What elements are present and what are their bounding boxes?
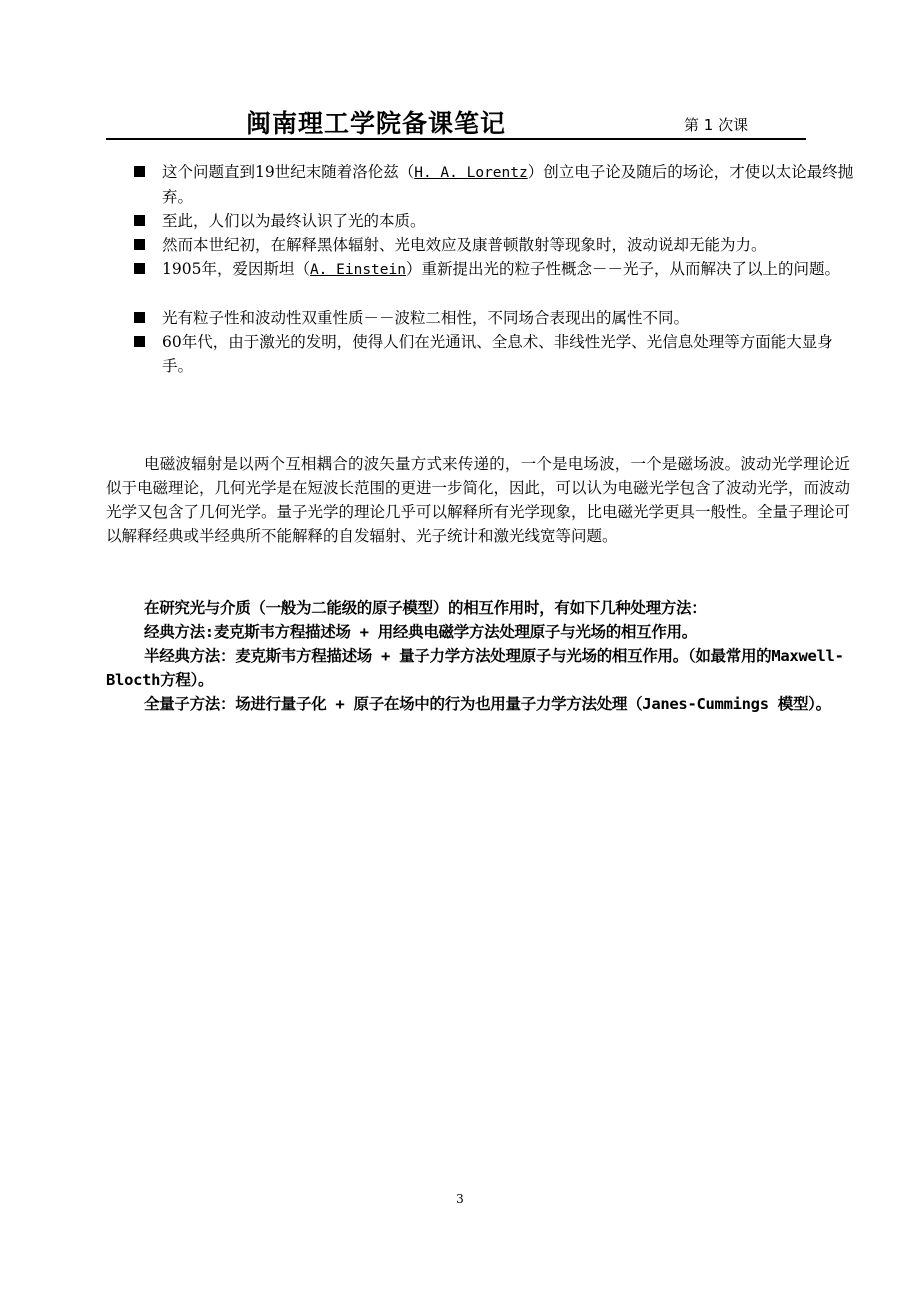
lesson-number: 第 1 次课 (684, 116, 749, 134)
list-item: 1905年，爱因斯坦（A. Einstein）重新提出光的粒子性概念－－光子，从而解决了以上的问题。 (134, 257, 854, 282)
list-item: 60年代，由于激光的发明，使得人们在光通讯、全息术、非线性光学、光信息处理等方面能大显身手。 (134, 330, 854, 378)
methods-intro: 在研究光与介质（一般为二能级的原子模型）的相互作用时，有如下几种处理方法： (144, 599, 707, 617)
full-quantum-method: 全量子方法：场进行量子化 + 原子在场中的行为也用量子力学方法处理（Janes-Cummings 模型）。 (144, 695, 831, 713)
document-title: 闽南理工学院备课笔记 (246, 109, 507, 138)
list-item: 光有粒子性和波动性双重性质－－波粒二相性，不同场合表现出的属性不同。 (134, 306, 854, 330)
square-bullet-icon (134, 166, 145, 177)
list-item: 这个问题直到19世纪末随着洛伦兹（H. A. Lorentz）创立电子论及随后的场论，才使以太论最终抛弃。 (134, 160, 854, 209)
square-bullet-icon (134, 263, 145, 274)
square-bullet-icon (134, 336, 145, 347)
list-item: 至此，人们以为最终认识了光的本质。 (134, 209, 854, 233)
bullet-list (134, 160, 854, 378)
square-bullet-icon (134, 239, 145, 250)
list-item: 然而本世纪初，在解释黑体辐射、光电效应及康普顿散射等现象时，波动说却无能为力。 (134, 233, 854, 257)
methods-section (106, 596, 850, 716)
name-reference: H. A. Lorentz (414, 165, 528, 181)
square-bullet-icon (134, 215, 145, 226)
page-header (106, 104, 806, 140)
page-number: 3 (456, 1192, 464, 1206)
semiclassical-method: 半经典方法：麦克斯韦方程描述场 + 量子力学方法处理原子与光场的相互作用。（如最常用的Maxwell-Blocth方程）。 (106, 647, 844, 689)
body-paragraph: 电磁波辐射是以两个互相耦合的波矢量方式来传递的，一个是电场波，一个是磁场波。波动光学理论近似于电磁理论，几何光学是在短波长范围的更进一步简化，因此，可以认为电磁光学包含了波动光学，而波动光学又包含了几何光学。量子光学的理论几乎可以解释所有光学现象，比电磁光学更具一般性。全量子理论可以解释经典或半经典所不能解释的自发辐射、光子统计和激光线宽等问题。 (106, 455, 851, 545)
square-bullet-icon (134, 312, 145, 323)
name-reference: A. Einstein (309, 262, 406, 278)
classical-method: 经典方法:麦克斯韦方程描述场 + 用经典电磁学方法处理原子与光场的相互作用。 (144, 623, 697, 641)
